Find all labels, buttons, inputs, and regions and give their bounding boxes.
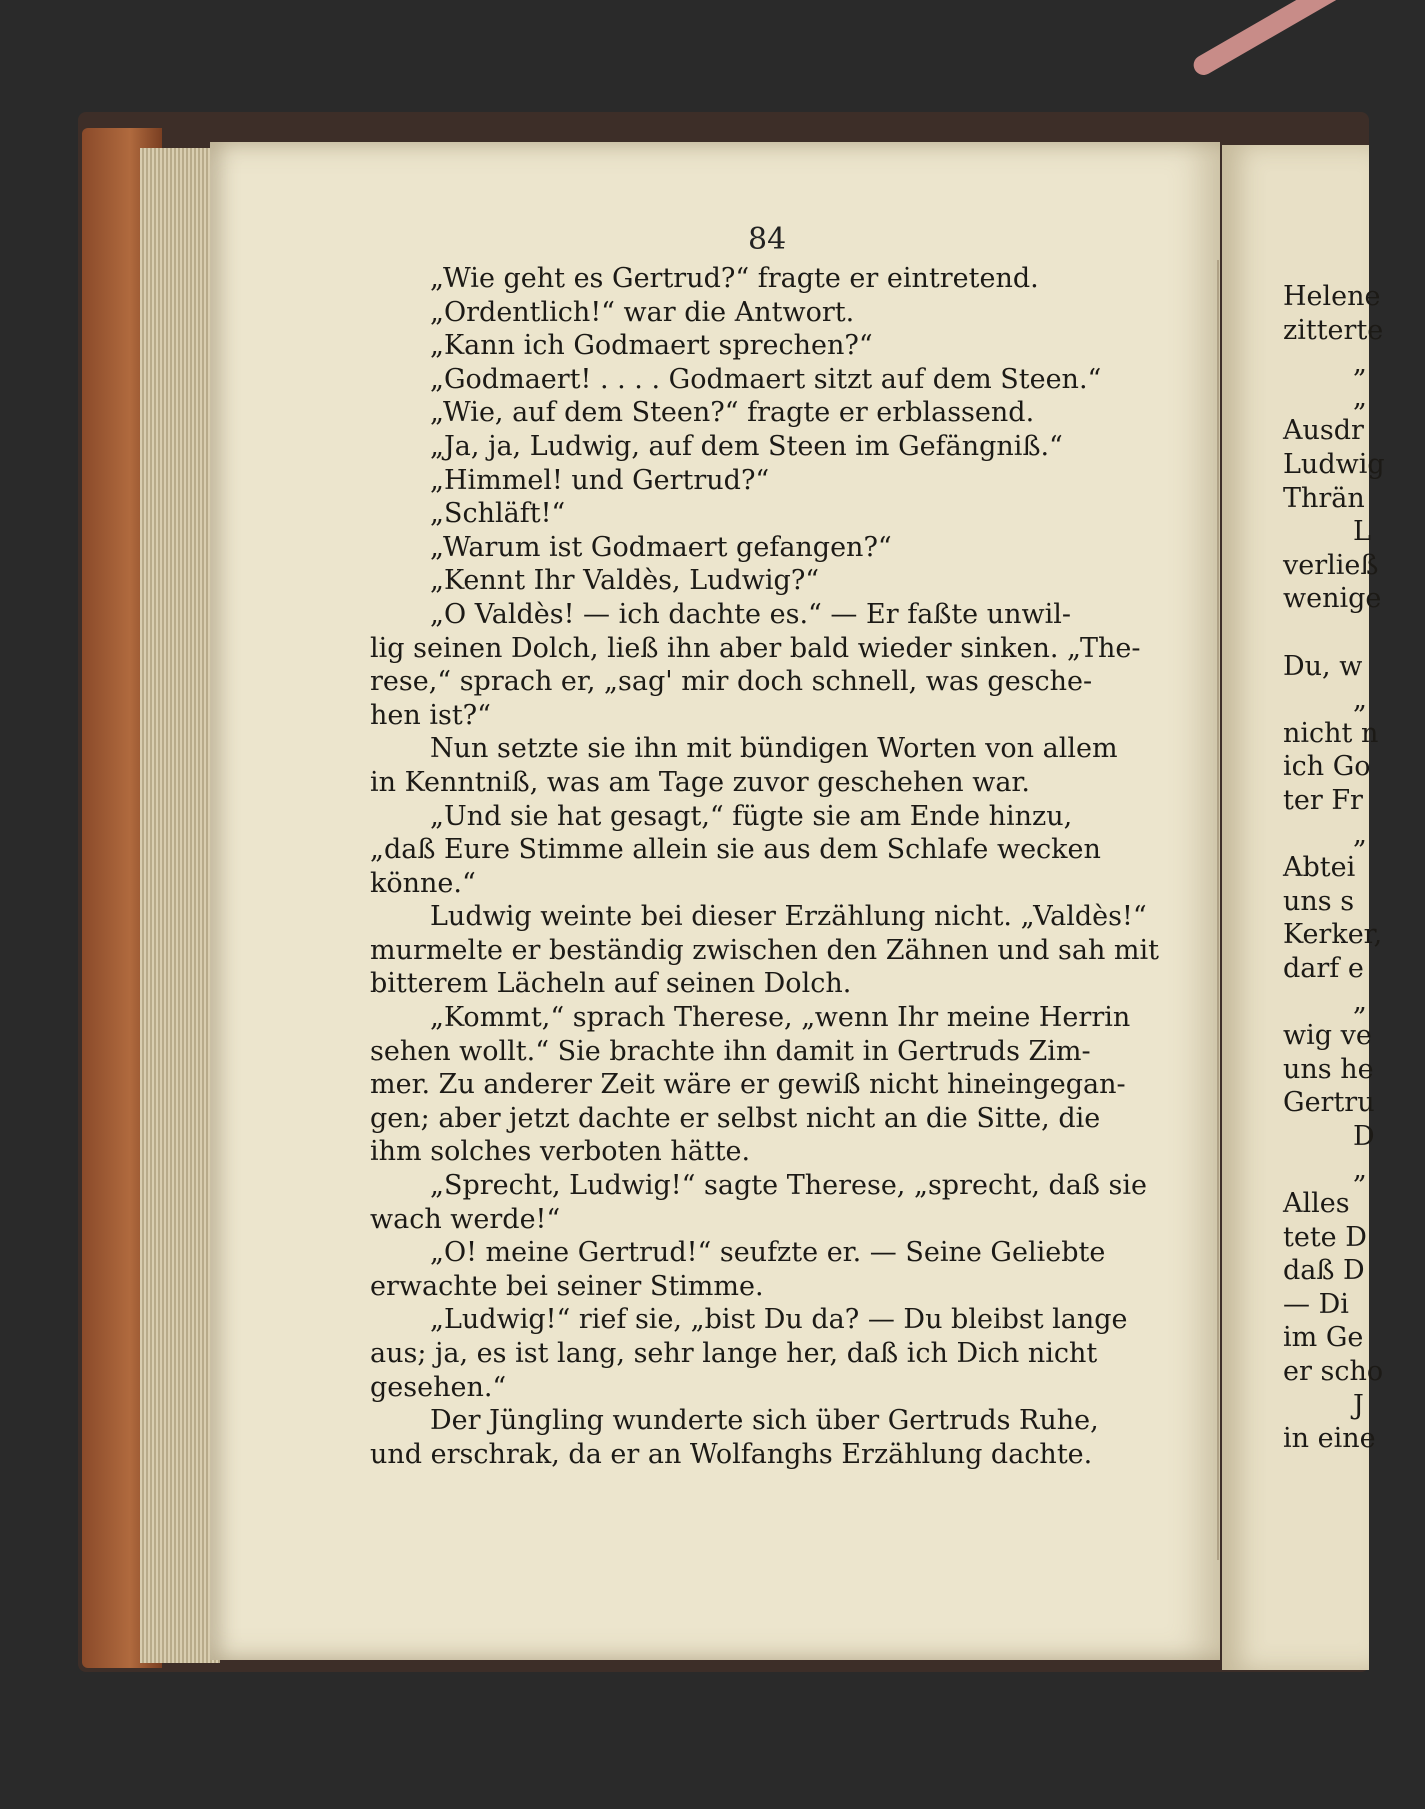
text-line: in Kenntniß, was am Tage zuvor geschehen war. [370,766,1030,798]
right-page-line: „ [1353,381,1367,413]
text-line: hen ist?“ [370,699,491,731]
right-page-line: zitterte [1283,314,1384,346]
right-page-line: ter Fr [1283,784,1363,816]
text-line: „O! meine Gertrud!“ seufzte er. — Seine Geliebte [430,1237,1106,1269]
right-page-line: Abtei [1283,852,1356,884]
right-page-line: nicht n [1283,717,1379,749]
right-page-line: darf e [1283,952,1364,984]
text-line: murmelte er beständig zwischen den Zähnen und sah mit [370,934,1159,966]
right-page-line: „ [1353,348,1367,380]
right-page-line: im Ge [1283,1322,1364,1354]
spine-fold [1217,260,1219,1560]
text-line: „Kennt Ihr Valdès, Ludwig?“ [430,565,820,597]
text-line: könne.“ [370,867,476,899]
right-page-line: in eine [1283,1423,1376,1455]
right-page-line: J [1353,1389,1364,1421]
right-page-line: daß D [1283,1255,1365,1287]
bookmark-ribbon [1195,0,1395,150]
right-page-line: Thrän [1283,482,1365,514]
text-line: sehen wollt.“ Sie brachte ihn damit in Gertruds Zim- [370,1035,1091,1067]
text-line: „Kommt,“ sprach Therese, „wenn Ihr meine Herrin [430,1002,1131,1034]
right-page-line: „ [1353,684,1367,716]
text-line: „Himmel! und Gertrud?“ [430,464,770,496]
text-line: „daß Eure Stimme allein sie aus dem Schlafe wecken [370,834,1101,866]
text-line: lig seinen Dolch, ließ ihn aber bald wieder sinken. „The- [370,632,1141,664]
text-line: „Godmaert! . . . . Godmaert sitzt auf dem Steen.“ [430,363,1102,395]
right-page-line: D [1353,1120,1375,1152]
text-line: rese,“ sprach er, „sag' mir doch schnell, was gesche- [370,666,1093,698]
page-edges [140,148,220,1663]
right-page-line: „ [1353,986,1367,1018]
right-page-line: tete D [1283,1221,1367,1253]
main-text [370,262,1180,1471]
text-line: „Sprecht, Ludwig!“ sagte Therese, „sprecht, daß sie [430,1170,1147,1202]
right-page-line: er scho [1283,1356,1384,1387]
right-page-line: Du, w [1283,650,1363,682]
text-line: „Wie, auf dem Steen?“ fragte er erblassend. [430,397,1035,429]
text-line: „Und sie hat gesagt,“ fügte sie am Ende hinzu, [430,800,1073,832]
text-line: Der Jüngling wunderte sich über Gertruds Ruhe, [430,1405,1099,1437]
text-line: ihm solches verboten hätte. [370,1136,751,1168]
right-page-line: L [1353,516,1371,548]
right-page-line [1283,616,1373,650]
text-line: Nun setzte sie ihn mit bündigen Worten von allem [430,733,1118,765]
text-line: Ludwig weinte bei dieser Erzählung nicht. „Valdès!“ [430,901,1147,933]
text-line: erwachte bei seiner Stimme. [370,1270,764,1302]
right-page-line: Gertru [1283,1087,1375,1119]
text-line: „Ordentlich!“ war die Antwort. [430,296,855,328]
right-page-line: Helene [1283,281,1381,312]
page-number: 84 [748,222,787,257]
right-page-line: Ausdr [1283,415,1364,447]
right-page-line: uns s [1283,885,1355,917]
text-line: wach werde!“ [370,1203,561,1235]
text-line: „Kann ich Godmaert sprechen?“ [430,330,873,362]
right-page-line: wenige [1283,583,1382,615]
text-line: „Wie geht es Gertrud?“ fragte er eintretend. [430,263,1039,294]
right-page-line: Alles [1283,1188,1350,1220]
text-line: „Warum ist Godmaert gefangen?“ [430,531,892,563]
text-line: aus; ja, es ist lang, sehr lange her, daß ich Dich nicht [370,1338,1098,1369]
text-line: gen; aber jetzt dachte er selbst nicht an die Sitte, die [370,1102,1101,1134]
right-page-line: „ [1353,818,1367,850]
text-line: bitterem Lächeln auf seinen Dolch. [370,968,852,1000]
text-line: gesehen.“ [370,1371,507,1403]
right-page-line: wig ve [1283,1020,1372,1052]
right-page-text [1283,280,1385,1456]
right-page-line: uns he [1283,1053,1374,1085]
text-line: und erschrak, da er an Wolfanghs Erzählung dachte. [370,1438,1093,1470]
text-line: mer. Zu anderer Zeit wäre er gewiß nicht hineingegan- [370,1069,1126,1101]
text-line: „Ludwig!“ rief sie, „bist Du da? — Du bleibst lange [430,1304,1128,1336]
right-page-line: „ [1353,1154,1367,1186]
right-page-line: — Di [1283,1288,1349,1320]
text-line: „O Valdès! — ich dachte es.“ — Er faßte unwil- [430,598,1072,630]
right-page-line: verließ [1283,549,1379,581]
right-page-line: Ludwig [1283,448,1385,480]
right-page-line: ich Go [1283,751,1371,783]
text-line: „Schläft!“ [430,498,566,530]
text-line: „Ja, ja, Ludwig, auf dem Steen im Gefängniß.“ [430,430,1063,462]
right-page-line: Kerker, [1283,919,1383,951]
